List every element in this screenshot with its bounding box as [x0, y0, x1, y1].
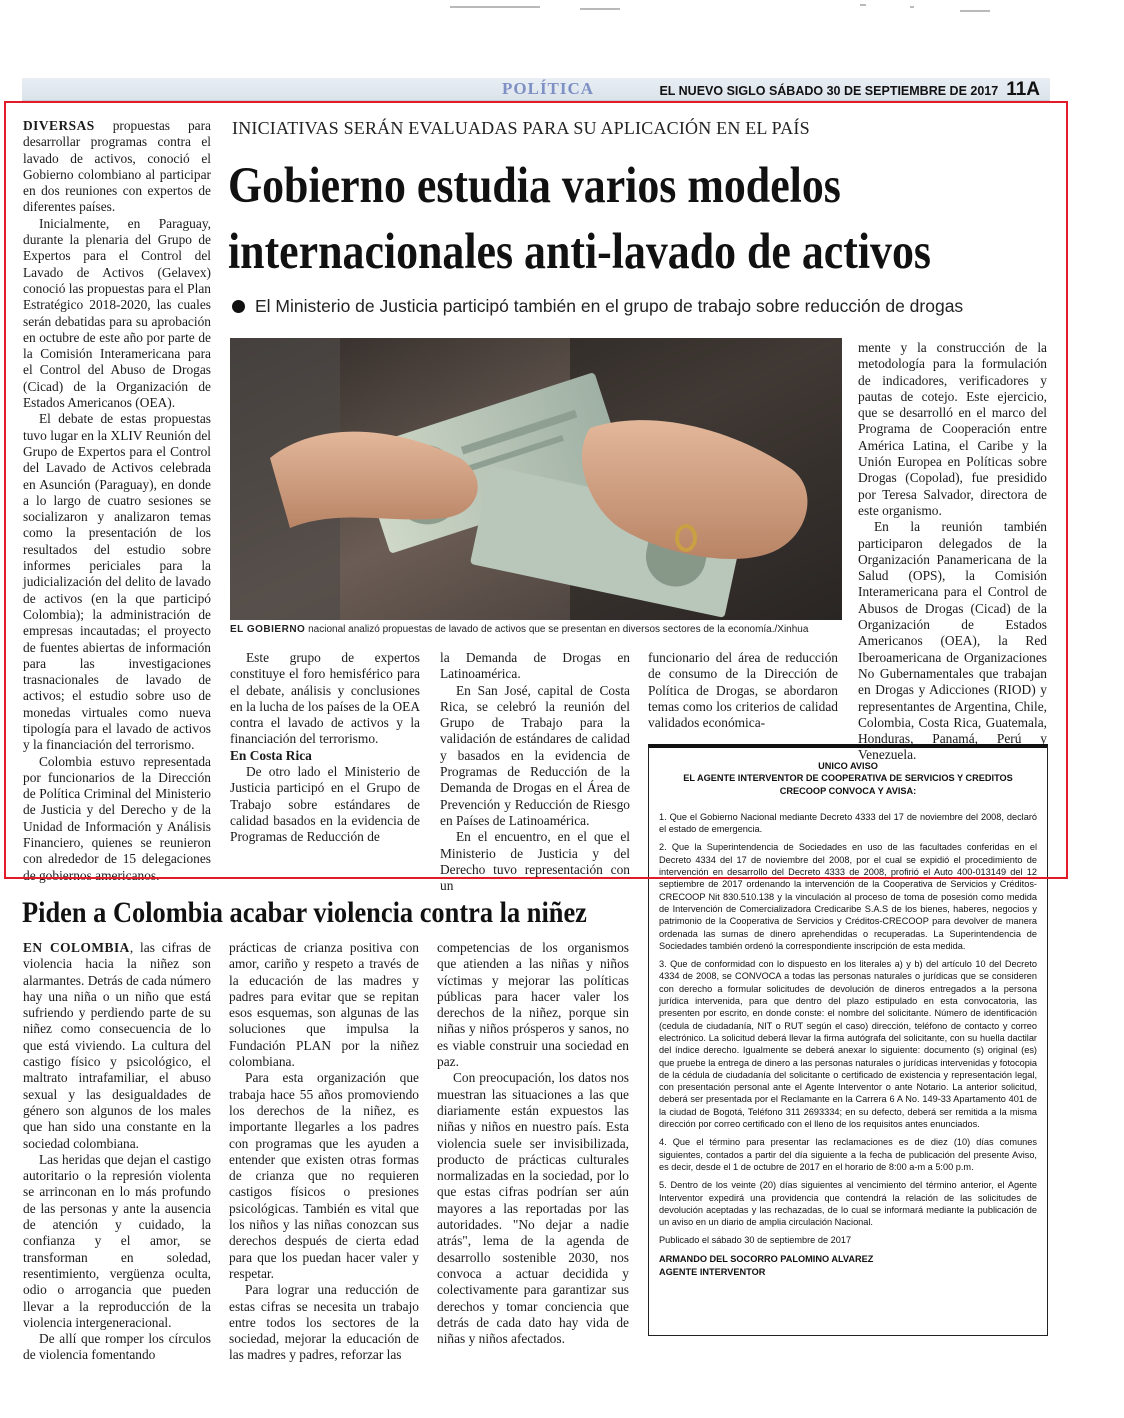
- headline-line-1: Gobierno estudia varios modelos: [228, 158, 841, 214]
- paragraph: En la reunión también participaron delegados de la Organización Panamericana de la Salud (OPS), la Comisión Interamericana para el Control de Abusos de Drogas (Cicad) de la Organización de Estados Americanos (OEA), la Red Iberoamericana de Organizaciones No Gubernamentales que trabajan en Drogas y Adicciones (RIOD) y representantes de Argentina, Chile, Colombia, Costa Rica, Guatemala, Honduras, Panamá, Perú y Venezuela.: [858, 519, 1047, 763]
- notice-item: 1. Que el Gobierno Nacional mediante Decreto 4333 del 17 de noviembre del 2008, declaró el estado de emergencia.: [659, 811, 1037, 835]
- paragraph: En el encuentro, en el que el Ministerio de Justicia y del Derecho tuvo representación con un: [440, 829, 630, 894]
- paragraph: propuestas para desarrollar programas contra el lavado de activos, conoció el Gobierno colombiano al participar en dos reuniones con expertos de diferentes países.: [23, 118, 211, 215]
- paragraph: funcionario del área de reducción de consumo de la Dirección de Política de Drogas, se abordaron temas como los criterios de calidad validados económica-: [648, 650, 838, 731]
- lead-word: DIVERSAS: [23, 118, 95, 133]
- article2-column-1: [23, 940, 211, 1364]
- article1-column-1: [23, 118, 211, 884]
- article2-headline: Piden a Colombia acabar violencia contra la niñez: [22, 896, 587, 929]
- photo-caption: [230, 624, 842, 635]
- notice-signer: ARMANDO DEL SOCORRO PALOMINO ALVAREZ: [659, 1253, 874, 1264]
- legal-notice: [648, 744, 1048, 1336]
- article-deck: [232, 296, 963, 317]
- paragraph: En San José, capital de Costa Rica, se celebró la reunión del Grupo de Trabajo para la validación de estándares de calidad y basados en la evidencia de Programas de Reducción de la Demanda de Drogas en el Área de Prevención y Reducción de Riesgo en Países de Latinoamérica.: [440, 682, 630, 828]
- article1-column-3: [440, 650, 630, 894]
- money-photo-illustration: [230, 338, 842, 620]
- subheading: En Costa Rica: [230, 747, 312, 763]
- notice-item: 4. Que el término para presentar las reclamaciones es de diez (10) días comunes siguientes, contados a partir del día siguiente a la fecha de publicación del presente Aviso, es decir, desde el 1 de octubre de 2017 en el horario de 8:00 a-m a 5:00 p.m.: [659, 1137, 1037, 1172]
- paragraph: De allí que romper los círculos de violencia fomentando: [23, 1331, 211, 1363]
- notice-subtitle: EL AGENTE INTERVENTOR DE COOPERATIVA DE SERVICIOS Y CREDITOS CRECOOP CONVOCA Y AVISA:: [683, 773, 1013, 796]
- paragraph: De otro lado el Ministerio de Justicia participó en el Grupo de Trabajo sobre estándares de calidad basados en la evidencia de Programas de Reducción de: [230, 764, 420, 845]
- article1-column-5: [858, 340, 1047, 764]
- page-number: 11A: [1006, 79, 1040, 100]
- paragraph: Inicialmente, en Paraguay, durante la plenaria del Grupo de Expertos para el Control del Lavado de Activos (Gelavex) conoció las propuestas para el Plan Estratégico 2018-2020, las cuales serán debatidas para su aprobación en octubre de este año por parte de la Comisión Interamericana para el Control del Abuso de Drogas (Cicad) de la Organización de Estados Americanos (OEA).: [23, 215, 211, 411]
- notice-signer-role: AGENTE INTERVENTOR: [659, 1266, 766, 1277]
- article-photo: [230, 338, 842, 620]
- headline-line-2: internacionales anti-lavado de activos: [228, 224, 931, 280]
- caption-text: nacional analizó propuestas de lavado de activos que se presentan en diversos sectores de la economía./Xinhua: [308, 624, 809, 635]
- page-header: [22, 78, 1050, 101]
- article1-column-4: [648, 650, 838, 731]
- paragraph: Con preocupación, los datos nos muestran las situaciones a las que diariamente están expuestos las niñas y niños en nuestro país. Esta violencia suele ser invisibilizada, producto de prácticas culturales normalizadas en la sociedad, por lo que estas cifras podrían ser aún mayores a las reportadas por las autoridades. "No dejar a nadie atrás", lema de la agenda de desarrollo sostenible 2030, nos convoca a actuar decidida y colectivamente para garantizar sus derechos y tomar conciencia que detrás de cada dato hay vida de niñas y niños afectados.: [437, 1070, 629, 1347]
- paragraph: El debate de estas propuestas tuvo lugar en la XLIV Reunión del Grupo de Expertos para el Control del Lavado de Activos celebrada en Asunción (Paraguay), en donde a lo largo de cuatro sesiones se socializaron y analizaron temas como la presentación de los resultados del estudio sobre informes periciales para la judicialización del delito de lavado de activos (en la que participó Colombia); la administración de empresas incautadas; el proyecto de fuentes abiertas de información para las investigaciones trasnacionales de lavado de activos; el estudio sobre uso de monedas virtuales como nueva tipología para el lavado de activos y la financiación del terrorismo.: [23, 411, 211, 753]
- caption-lead: EL GOBIERNO: [230, 624, 306, 635]
- notice-item: 2. Que la Superintendencia de Sociedades en uso de las facultades conferidas en el Decreto 4334 del 17 de noviembre del 2008, por el cual se expidió el procedimiento de intervención en desarrollo del Decreto 4333 de 2008, profirió el Auto 400-013149 del 12 septiembre de 2017 ordenando la intervención de la Cooperativa de Servicios y Créditos-CRECOOP Nit 830.510.138 y la vinculación al proceso de toma de posesión como medida de Intervención de Comercializadora Credicaribe S.A.S de los bienes, haberes, negocios y patrimonio de la Cooperativa de Servicios y Créditos-CRECOOP para devolver de manera ordenada las sumas de dinero aprehendidas o recuperadas. La Superintendencia de Sociedades también ordenó la correspondiente inscripción de esta medida.: [659, 842, 1037, 951]
- notice-item: 5. Dentro de los veinte (20) días siguientes al vencimiento del término anterior, el Agente Interventor expedirá una providencia que contendrá la relación de las solicitudes de devolución aceptadas y las rechazadas, de lo cual se informará mediante la publicación de un aviso en un diario de amplia circulación Nacional.: [659, 1180, 1037, 1228]
- scan-noise: [440, 0, 1080, 22]
- article2-column-3: [437, 940, 629, 1347]
- deck-text: El Ministerio de Justicia participó también en el grupo de trabajo sobre reducción de drogas: [255, 296, 964, 316]
- paragraph: mente y la construcción de la metodología para la formulación de indicadores, verificadores y pautas de cotejo. Este ejercicio, que se desarrolló en el marco del Programa de Cooperación entre América Latina, el Caribe y la Unión Europea en Políticas sobre Drogas (Copolad), fue presidido por Teresa Salvador, directora de este organismo.: [858, 340, 1047, 518]
- paragraph: la Demanda de Drogas en Latinoamérica.: [440, 650, 630, 682]
- paragraph: , las cifras de violencia hacia la niñez son alarmantes. Detrás de cada número hay una niña o un niño que está sufriendo y perdiendo parte de su niñez como consecuencia de lo que está viviendo. La cultura del castigo físico y psicológico, el maltrato intrafamiliar, el abuso sexual y las desigualdades de género son algunos de los males que han sido una constante en la sociedad colombiana.: [23, 940, 211, 1151]
- paragraph: Para esta organización que trabaja hace 55 años promoviendo los derechos de la niñez, es importante llegarles a los padres con programas que les ayuden a entender que existen otras formas de crianza que no requieren castigos físicos o presiones psicológicas. También es vital que los niños y las niñas conozcan sus derechos después de cierta edad para que los puedan hacer valer y respetar.: [229, 1070, 419, 1281]
- notice-published: Publicado el sábado 30 de septiembre de 2017: [659, 1235, 852, 1246]
- paragraph: Para lograr una reducción de estas cifras se necesita un trabajo entre todos los sectores de la sociedad, mejorar la educación de las madres y padres, reforzar las: [229, 1282, 419, 1363]
- paragraph: competencias de los organismos que atienden a las niñas y niños víctimas y mejorar las políticas públicas para hacer valer los derechos de la niñez, porque sin niñas y niños prósperos y sanos, no es viable construir una sociedad en paz.: [437, 940, 629, 1070]
- paragraph: Este grupo de expertos constituye el foro hemisférico para el debate, análisis y conclusiones en la lucha de los países de la OEA contra el lavado de activos y la financiación del terrorismo.: [230, 650, 420, 747]
- notice-item: 3. Que de conformidad con lo dispuesto en los literales a) y b) del artículo 10 del Decreto 4334 de 2008, se CONVOCA a todas las personas naturales o jurídicas que se consideren con derecho a formular solicitudes de devolución de dineros entregados a la persona jurídica intervenida, para que dentro del plazo estipulado en esta convocatoria, las presenten por escrito, en donde conste: el nombre del solicitante. Número de identificación (cedula de ciudadanía, NIT o RUT según el caso) dirección, teléfono de contacto y correo electrónico. La solicitud deberá llevar la firma autógrafa del solicitante, con su huella dactilar del índice derecho. Igualmente se deberá anexar lo siguiente: documento (s) original (es) que pruebe la entrega de dinero a las personas naturales o jurídicas intervenidas y fotocopia de la cédula de ciudadanía del solicitante o certificado de existencia y representación legal, con presentación personal ante el Agente Interventor o ante Notario. La anterior solicitud, deberá ser presentada por el Reclamante en la Carrera 6 A No. 149-33 Apartamento 401 de la ciudad de Bogotá, Teléfono 311 2693334; en su defecto, deberá ser remitida a la misma dirección por correo certificado con el lleno de los requisitos antes enunciados.: [659, 959, 1037, 1130]
- notice-title: UNICO AVISO: [818, 761, 878, 771]
- bullet-icon: [232, 300, 245, 313]
- lead-word: EN COLOMBIA: [23, 940, 130, 955]
- section-label: POLÍTICA: [502, 79, 595, 98]
- masthead-date: EL NUEVO SIGLO SÁBADO 30 DE SEPTIEMBRE DE 2017: [659, 84, 999, 98]
- article1-column-2: [230, 650, 420, 846]
- paragraph: Colombia estuvo representada por funcionarios de la Dirección de Política Criminal del Ministerio de Justicia y del Derecho y de la Unidad de Información y Análisis Financiero, quienes se reunieron con alrededor de 15 delegaciones de gobiernos americanos.: [23, 753, 211, 883]
- article2-column-2: [229, 940, 419, 1364]
- paragraph: prácticas de crianza positiva con amor, cariño y respeto a través de la educación de las madres y padres para evitar que se repitan esos esquemas, son algunas de las soluciones que impulsa la Fundación PLAN por la niñez colombiana.: [229, 940, 419, 1070]
- paragraph: Las heridas que dejan el castigo autoritario o la represión violenta se arrinconan en lo más profundo de las personas y ante la ausencia de atención y cuidado, la confianza y el amor, se transforman en soledad, resentimiento, vergüenza oculta, odio o arrogancia que pueden llevar a la reproducción de la violencia intergeneracional.: [23, 1151, 211, 1330]
- masthead: [659, 79, 1040, 101]
- article-headline: [228, 153, 942, 285]
- article-kicker: INICIATIVAS SERÁN EVALUADAS PARA SU APLICACIÓN EN EL PAÍS: [232, 118, 810, 138]
